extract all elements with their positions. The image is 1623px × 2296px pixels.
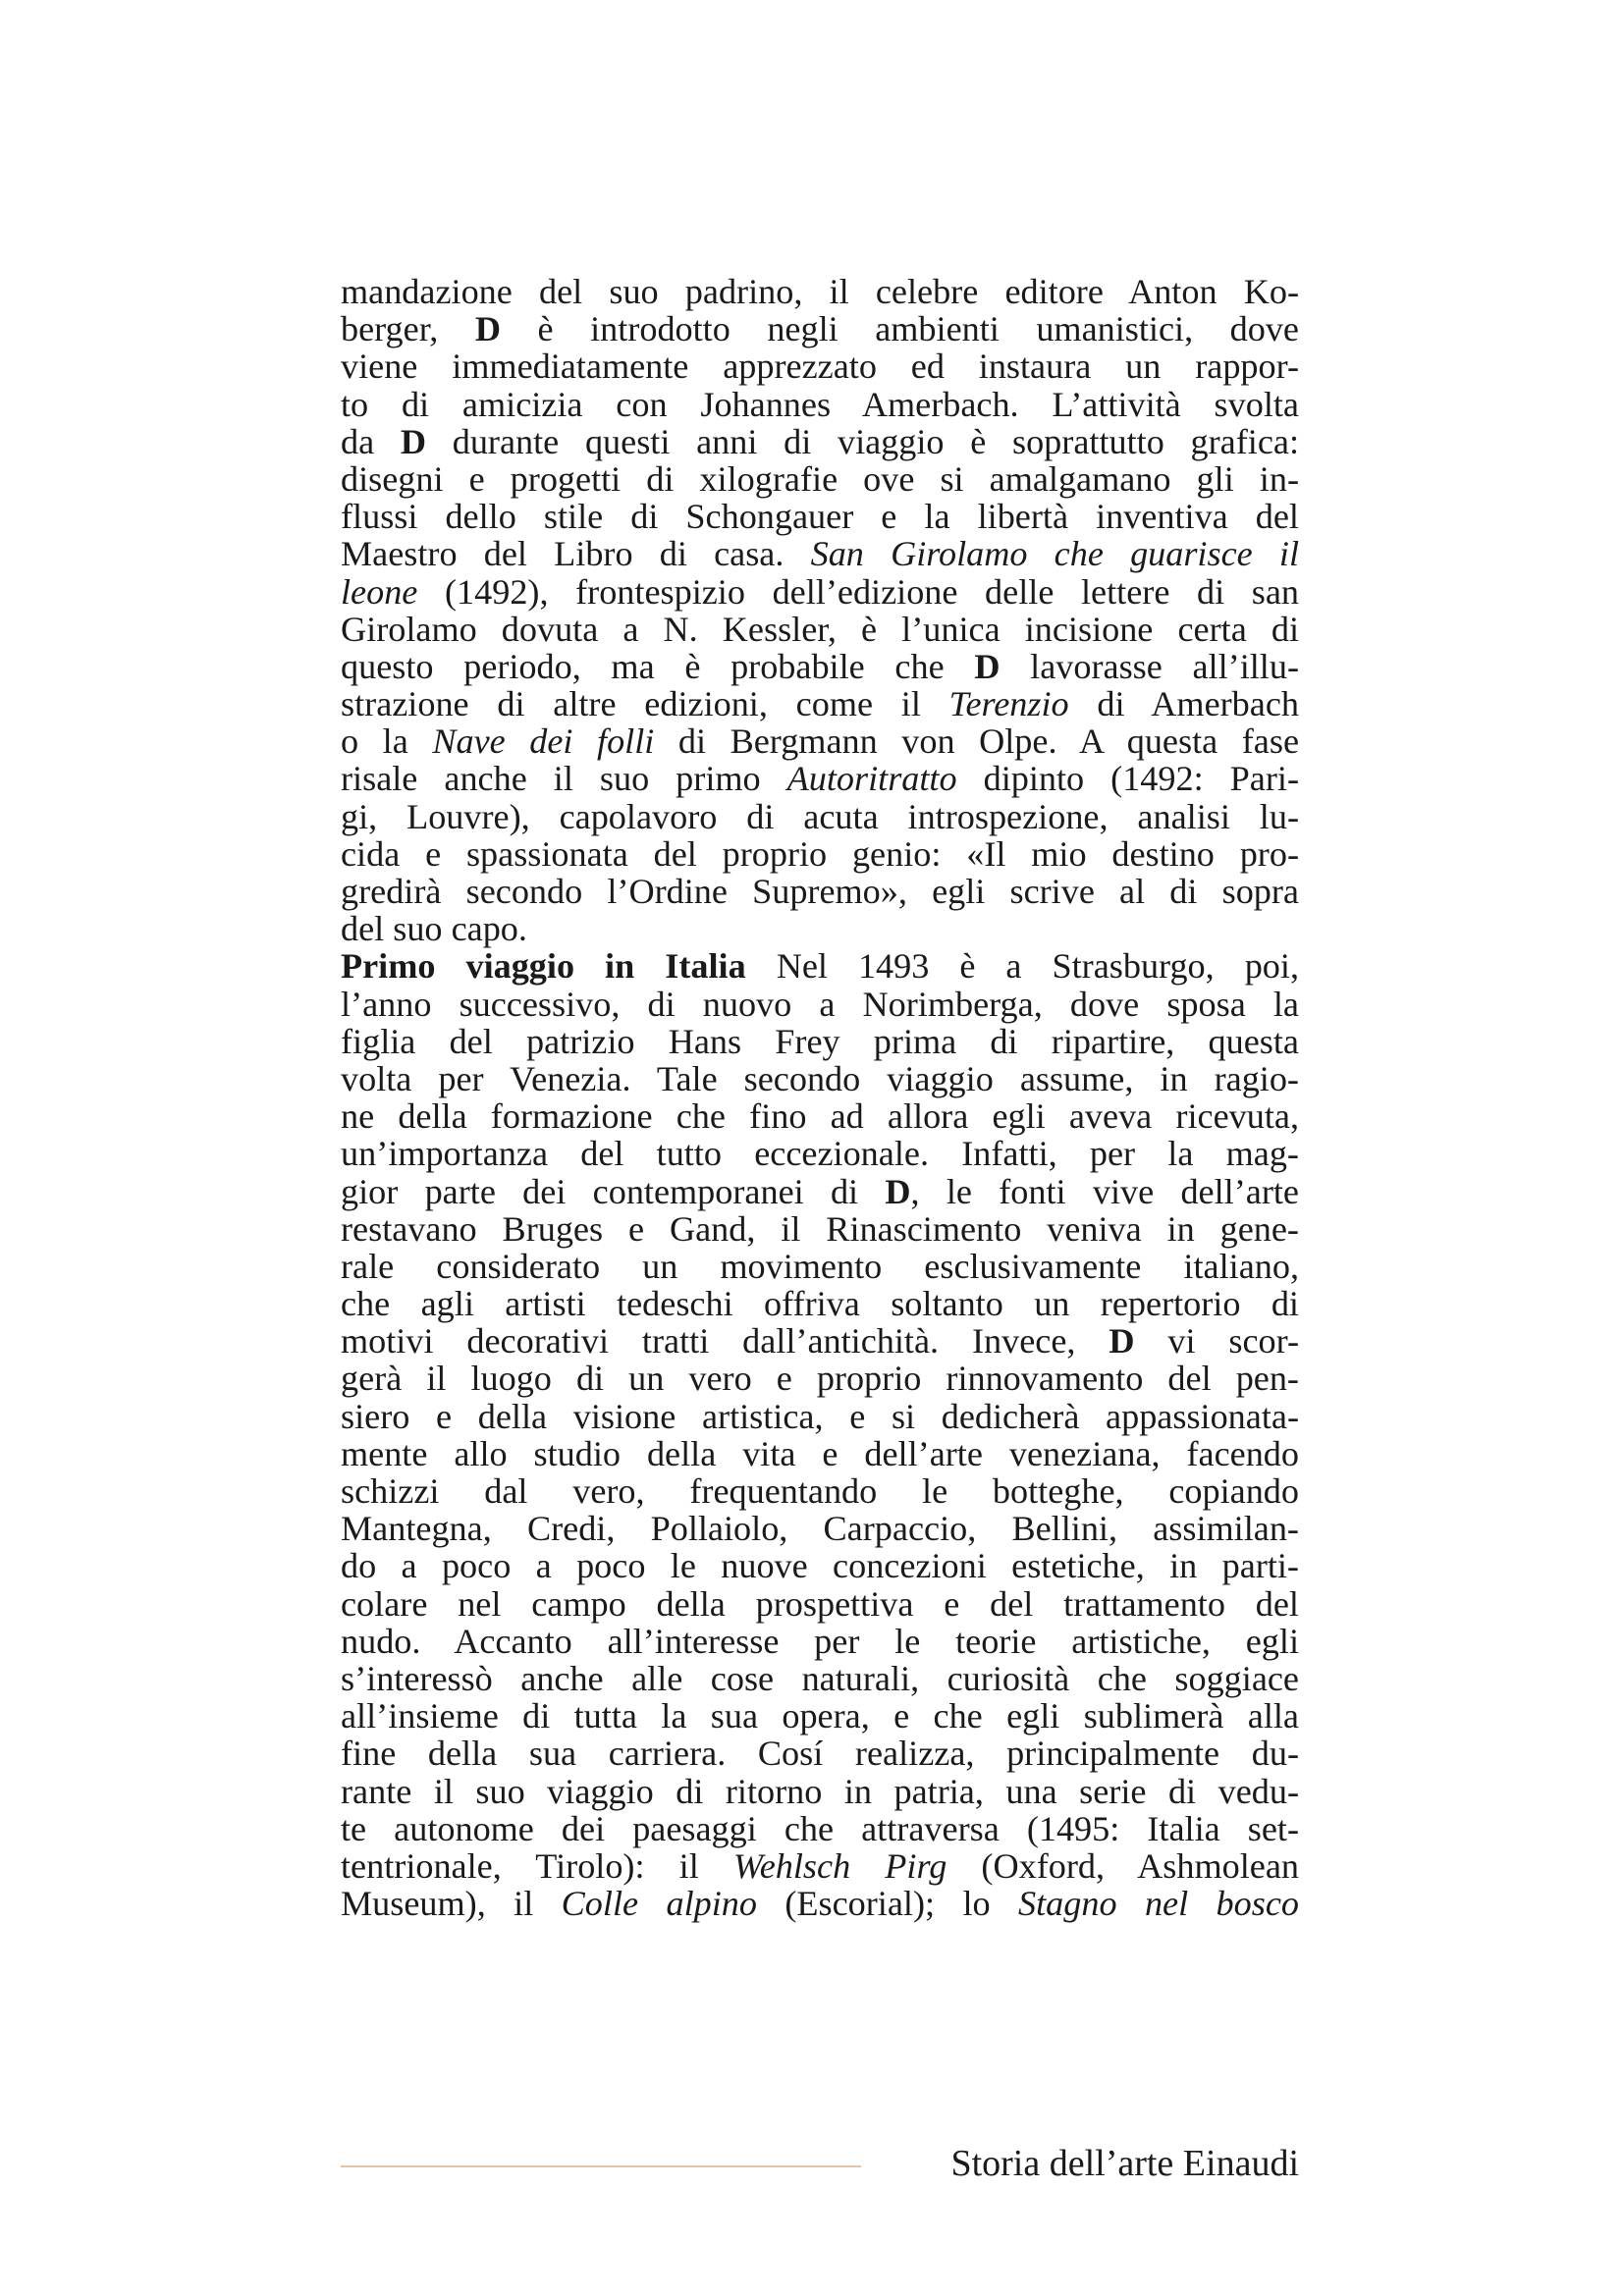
text-line: [341, 1585, 1299, 1623]
text-line: [341, 648, 1299, 685]
text-line: [341, 1435, 1299, 1472]
text-line: [341, 1060, 1299, 1097]
text-line: [341, 760, 1299, 797]
text-run: dipinto (1492: Pari-: [956, 759, 1299, 799]
footer-publisher-label: Storia dell’arte Einaudi: [950, 2143, 1299, 2184]
text-run: viene immediatamente apprezzato ed instaura un rappor-: [341, 347, 1299, 387]
text-line: [341, 1547, 1299, 1584]
text-run: (1492), frontespizio dell’edizione delle lettere di san: [417, 571, 1299, 612]
text-run: da: [341, 421, 401, 461]
text-line: [341, 1735, 1299, 1772]
text-run: colare nel campo della prospettiva e del trattamento del: [341, 1583, 1299, 1624]
text-run: è introdotto negli ambienti umanistici, dove: [501, 309, 1299, 349]
text-line: [341, 611, 1299, 648]
text-run: del suo capo.: [341, 909, 527, 949]
text-run: (Oxford, Ashmolean: [947, 1845, 1299, 1886]
text-run: risale anche il suo primo: [341, 759, 787, 799]
italic-title: Wehlsch Pirg: [732, 1845, 947, 1886]
text-line: [341, 1697, 1299, 1735]
text-run: strazione di altre edizioni, come il: [341, 684, 949, 724]
text-run: tentrionale, Tirolo): il: [341, 1845, 733, 1886]
text-line: [341, 873, 1299, 910]
text-line: [341, 835, 1299, 873]
text-run: gerà il luogo di un vero e proprio rinnovamento del pen-: [341, 1359, 1299, 1399]
text-run: che agli artisti tedeschi offriva soltanto un repertorio di: [341, 1284, 1299, 1324]
text-run: di Amerbach: [1068, 684, 1299, 724]
text-line: [341, 798, 1299, 835]
text-line: [341, 1285, 1299, 1322]
text-run: berger,: [341, 309, 475, 349]
text-run: rale considerato un movimento esclusivamente italiano,: [341, 1246, 1299, 1286]
italic-title: San Girolamo che guarisce il: [810, 534, 1299, 574]
text-run: te autonome dei paesaggi che attraversa (1495: Italia set-: [341, 1808, 1299, 1848]
text-line: [341, 986, 1299, 1023]
bold-term: Primo viaggio in Italia: [341, 946, 746, 987]
text-line: [341, 573, 1299, 611]
text-run: restavano Bruges e Gand, il Rinascimento veniva in gene-: [341, 1208, 1299, 1249]
text-run: mandazione del suo padrino, il celebre editore Anton Ko-: [341, 272, 1299, 311]
text-line: [341, 535, 1299, 572]
italic-title: Stagno nel bosco: [1018, 1884, 1299, 1924]
text-line: [341, 722, 1299, 760]
bold-term: D: [1109, 1321, 1135, 1362]
text-line: [341, 1135, 1299, 1172]
text-run: di Bergmann von Olpe. A questa fase: [654, 721, 1300, 762]
text-run: vi scor-: [1134, 1321, 1299, 1362]
italic-title: Nave dei folli: [432, 721, 655, 762]
text-run: questo periodo, ma è probabile che: [341, 646, 975, 686]
text-line: [341, 460, 1299, 498]
bold-term: D: [400, 421, 427, 461]
italic-title: Terenzio: [948, 684, 1069, 724]
text-line: [341, 1847, 1299, 1885]
text-run: flussi dello stile di Schongauer e la libertà inventiva del: [341, 497, 1299, 537]
text-run: lavorasse all’illu-: [1000, 646, 1300, 686]
text-run: durante questi anni di viaggio è soprattutto grafica:: [426, 421, 1299, 461]
text-run: un’importanza del tutto eccezionale. Infatti, per la mag-: [341, 1134, 1299, 1174]
text-run: disegni e progetti di xilografie ove si amalgamano gli in-: [341, 458, 1299, 499]
text-line: [341, 423, 1299, 460]
body-text: [341, 273, 1299, 1922]
text-run: (Escorial); lo: [756, 1884, 1019, 1924]
text-run: all’insieme di tutta la sua opera, e che egli sublimerà alla: [341, 1696, 1299, 1736]
italic-title: Colle alpino: [561, 1884, 757, 1924]
text-line: [341, 1360, 1299, 1397]
text-line: [341, 1097, 1299, 1135]
page-footer: [341, 2140, 1299, 2189]
text-line: [341, 1173, 1299, 1210]
text-line: [341, 273, 1299, 310]
bold-term: D: [974, 646, 1001, 686]
text-run: Museum), il: [341, 1884, 562, 1924]
text-run: siero e della visione artistica, e si dedicherà appassionata-: [341, 1396, 1299, 1436]
text-run: gior parte dei contemporanei di: [341, 1171, 886, 1211]
text-line: [341, 1660, 1299, 1697]
text-line: [341, 310, 1299, 347]
text-run: Girolamo dovuta a N. Kessler, è l’unica incisione certa di: [341, 609, 1299, 649]
bold-term: D: [474, 309, 502, 349]
text-run: fine della sua carriera. Cosí realizza, principalmente du-: [341, 1734, 1299, 1774]
text-run: ne della formazione che fino ad allora egli aveva ricevuta,: [341, 1096, 1299, 1137]
text-run: schizzi dal vero, frequentando le botteghe, copiando: [341, 1471, 1299, 1511]
text-run: to di amicizia con Johannes Amerbach. L’attività svolta: [341, 384, 1299, 424]
text-run: gi, Louvre), capolavoro di acuta introspezione, analisi lu-: [341, 796, 1299, 836]
text-line: [341, 1472, 1299, 1510]
text-line: [341, 1810, 1299, 1847]
text-run: cida e spassionata del proprio genio: «Il mio destino pro-: [341, 833, 1299, 874]
bold-term: D: [885, 1171, 911, 1211]
text-run: volta per Venezia. Tale secondo viaggio assume, in ragio-: [341, 1058, 1299, 1098]
text-line: [341, 947, 1299, 985]
text-line: [341, 1398, 1299, 1435]
text-run: gredirà secondo l’Ordine Supremo», egli scrive al di sopra: [341, 872, 1299, 911]
text-run: s’interessò anche alle cose naturali, curiosità che soggiace: [341, 1658, 1299, 1698]
text-run: do a poco a poco le nuove concezioni estetiche, in parti-: [341, 1546, 1299, 1586]
text-line: [341, 1623, 1299, 1660]
text-run: nudo. Accanto all’interesse per le teorie artistiche, egli: [341, 1621, 1299, 1661]
text-line: [341, 1322, 1299, 1360]
text-run: figlia del patrizio Hans Frey prima di ripartire, questa: [341, 1021, 1299, 1061]
text-line: [341, 1210, 1299, 1248]
text-line: [341, 1510, 1299, 1547]
text-line: [341, 1248, 1299, 1285]
text-line: [341, 1885, 1299, 1922]
text-run: mente allo studio della vita e dell’arte veneziana, facendo: [341, 1433, 1299, 1473]
text-run: rante il suo viaggio di ritorno in patria, una serie di vedu-: [341, 1771, 1299, 1811]
text-line: [341, 386, 1299, 423]
text-line: [341, 1023, 1299, 1060]
text-run: Maestro del Libro di casa.: [341, 534, 811, 574]
text-run: motivi decorativi tratti dall’antichità. Invece,: [341, 1321, 1109, 1362]
text-line: [341, 685, 1299, 722]
footer-rule: [341, 2165, 861, 2167]
text-run: Nel 1493 è a Strasburgo, poi,: [745, 946, 1299, 987]
text-line: [341, 1773, 1299, 1810]
text-run: Mantegna, Credi, Pollaiolo, Carpaccio, Bellini, assimilan-: [341, 1509, 1299, 1549]
text-run: , le fonti vive dell’arte: [910, 1171, 1299, 1211]
text-run: l’anno successivo, di nuovo a Norimberga, dove sposa la: [341, 984, 1299, 1024]
italic-title: Autoritratto: [786, 759, 957, 799]
text-line: [341, 910, 1299, 947]
text-line: [341, 498, 1299, 535]
text-run: o la: [341, 721, 433, 762]
text-line: [341, 347, 1299, 385]
italic-title: leone: [341, 571, 418, 612]
